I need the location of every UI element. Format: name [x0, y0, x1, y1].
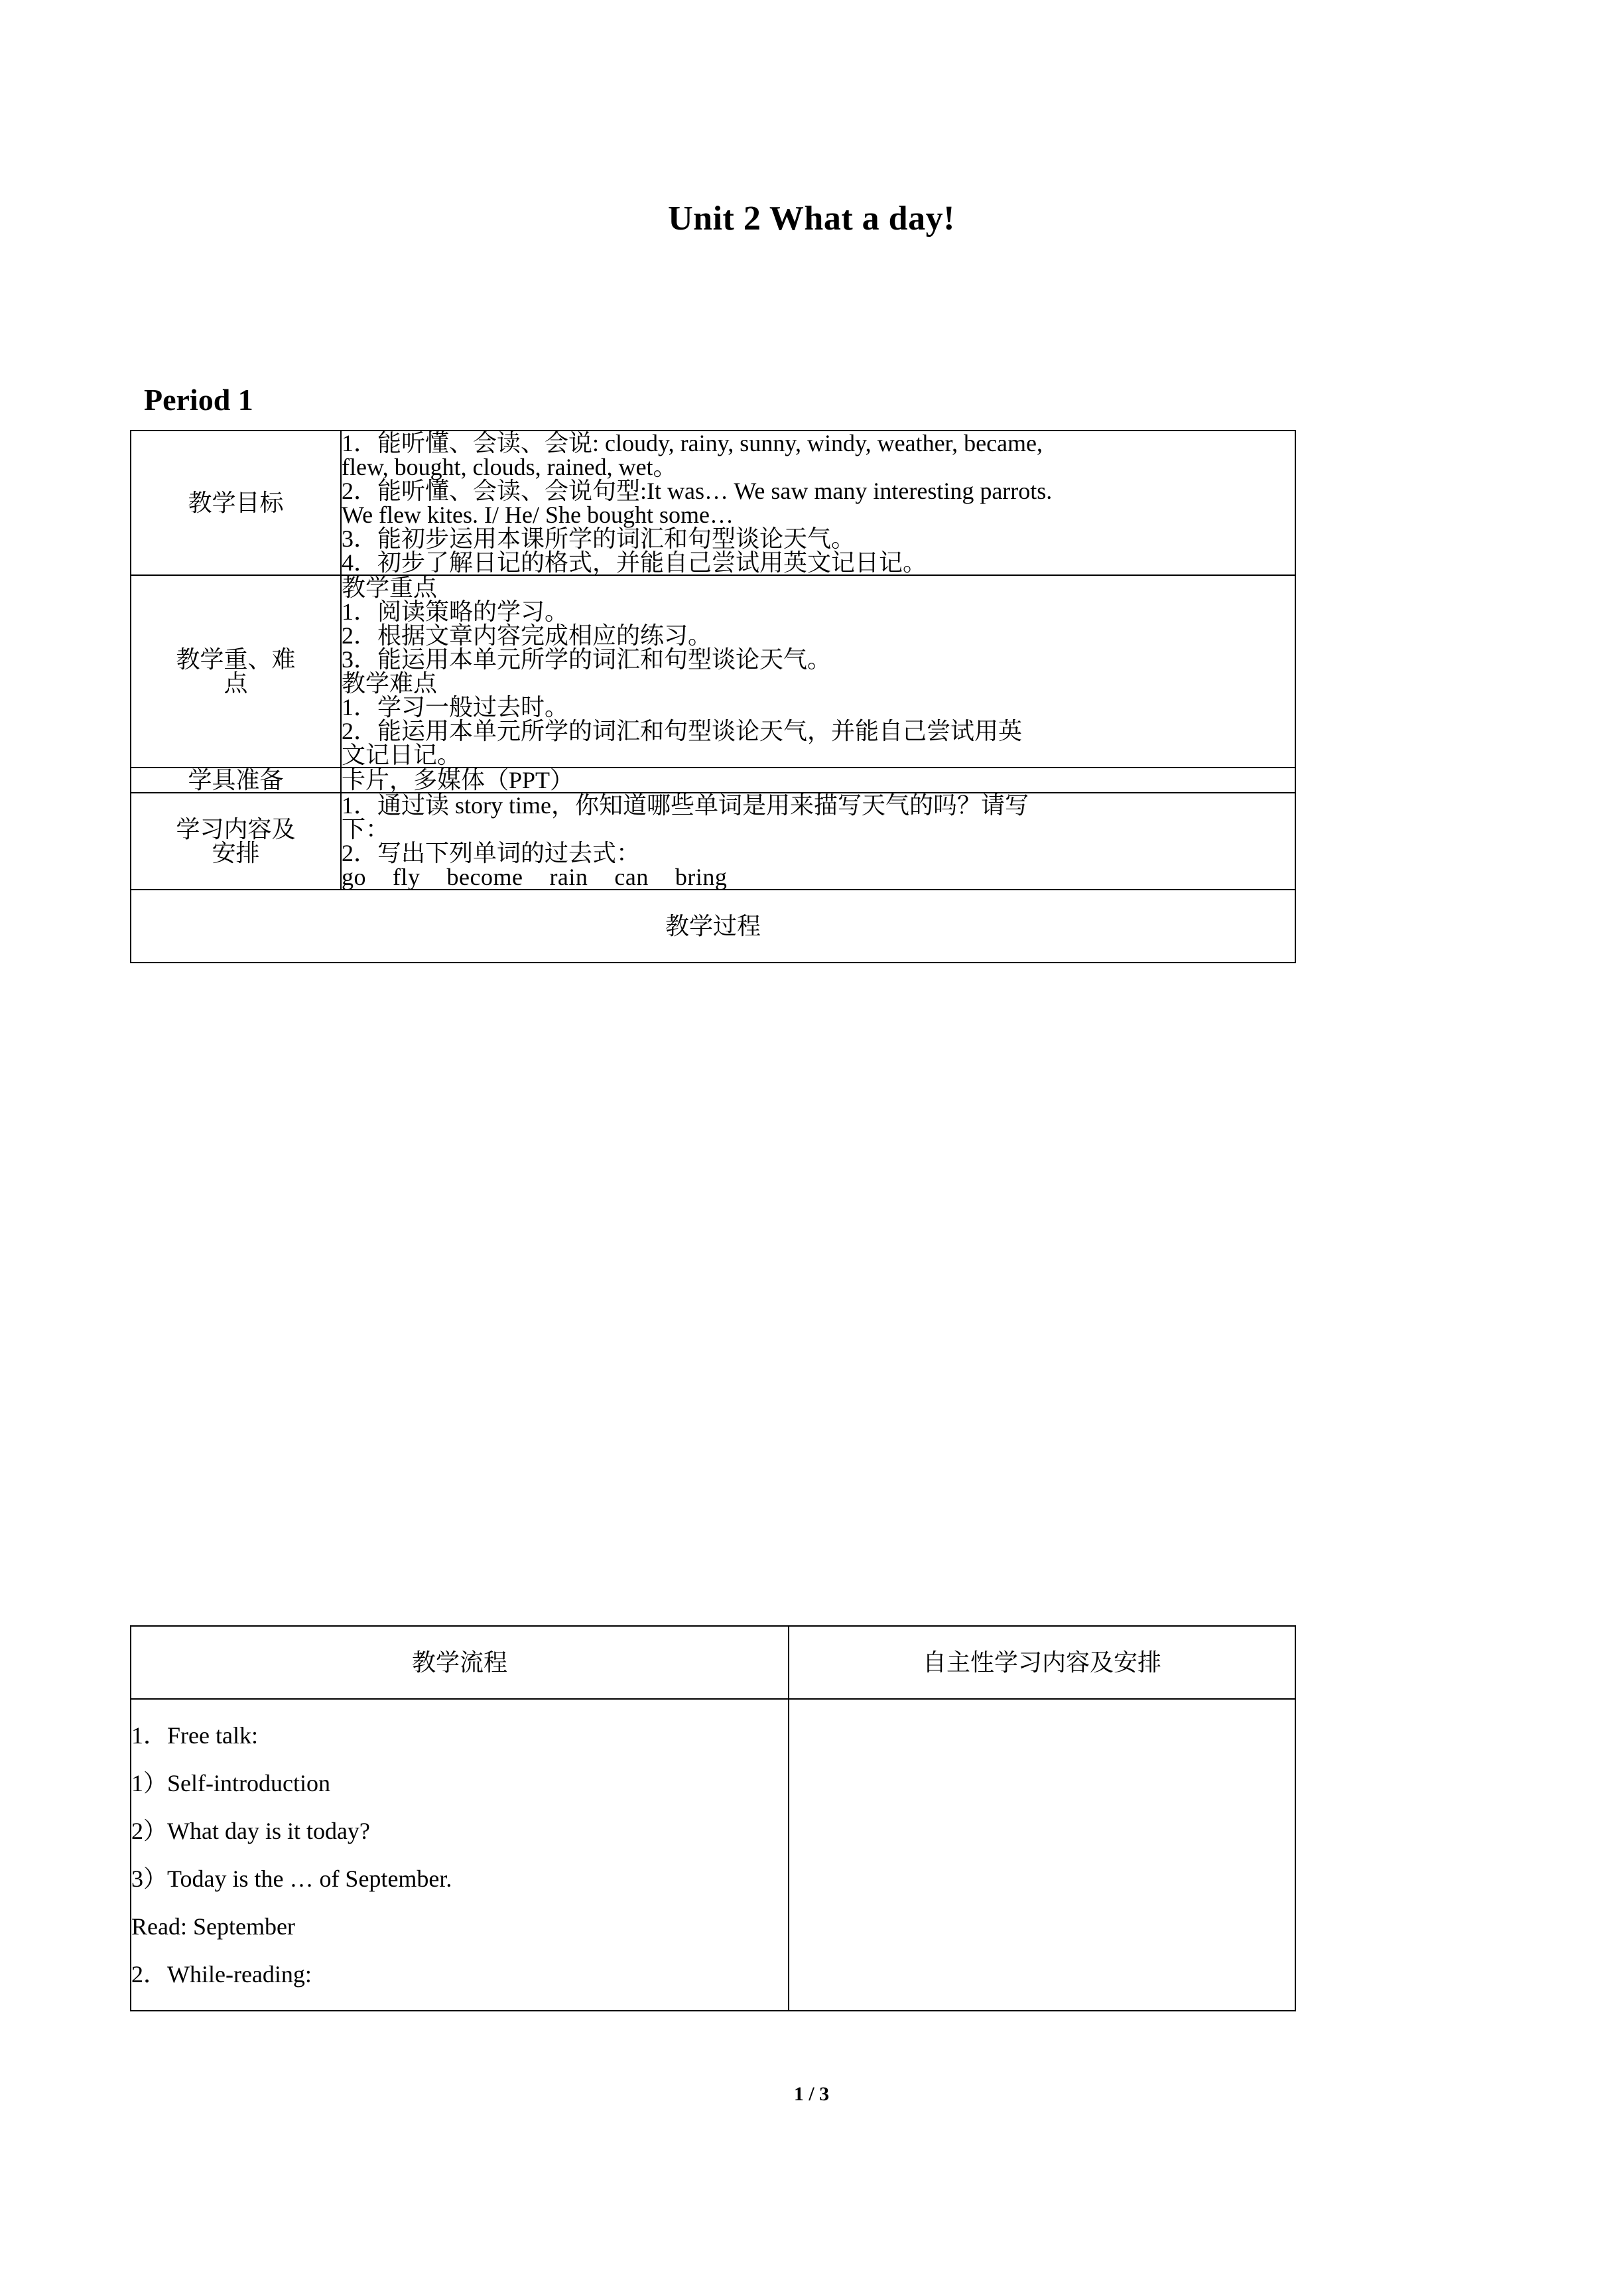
materials-value-text: 卡片，多媒体（PPT）	[342, 767, 574, 793]
lesson-plan-table	[130, 430, 1296, 963]
process-step-read: Read: September	[131, 1913, 295, 1940]
key-difficult-line-7: 2．能运用本单元所学的词汇和句型谈论天气，并能自己尝试用英	[342, 718, 1023, 744]
materials-label-text: 学具准备	[188, 767, 284, 793]
key-difficult-line-4: 3．能运用本单元所学的词汇和句型谈论天气。	[342, 646, 832, 673]
past-tense-word-list	[342, 865, 1295, 889]
process-body-left	[131, 1699, 789, 2011]
word-item-rain: rain	[549, 864, 588, 890]
process-step-1-1: 1）Self-introduction	[131, 1770, 330, 1796]
word-item-bring: bring	[675, 864, 728, 890]
process-banner-cell	[131, 890, 1295, 963]
process-step-2: 2．While-reading:	[131, 1961, 312, 1988]
objectives-line-3: 2．能听懂、会读、会说句型:It was… We saw many interesting parrots.	[342, 478, 1053, 504]
period-heading: Period 1	[144, 383, 253, 417]
objectives-line-6: 4．初步了解日记的格式，并能自己尝试用英文记日记。	[342, 549, 927, 576]
row-label-learning-content	[131, 793, 341, 890]
row-body-key-difficult	[341, 575, 1295, 768]
table-row-process-headers	[131, 1626, 1295, 1699]
row-label-key-difficult	[131, 575, 341, 768]
key-difficult-line-3: 2．根据文章内容完成相应的练习。	[342, 622, 712, 649]
learning-content-label-line2: 安排	[212, 840, 260, 866]
table-row-materials	[131, 768, 1295, 793]
teaching-process-table	[130, 1625, 1296, 2011]
process-step-1-3: 3）Today is the … of September.	[131, 1865, 452, 1892]
word-item-go: go	[342, 864, 366, 890]
row-label-objectives	[131, 431, 341, 575]
table-row-process-banner	[131, 890, 1295, 963]
key-difficult-line-1: 教学重点	[342, 574, 438, 601]
table-row-learning-content	[131, 793, 1295, 890]
objectives-label-text: 教学目标	[188, 490, 284, 516]
objectives-line-2: flew, bought, clouds, rained, wet。	[342, 454, 677, 480]
key-difficult-line-2: 1．阅读策略的学习。	[342, 598, 569, 625]
row-body-objectives	[341, 431, 1295, 575]
key-difficult-label-line1: 教学重、难	[176, 646, 296, 673]
process-step-1-2: 2）What day is it today?	[131, 1818, 370, 1844]
word-item-can: can	[614, 864, 649, 890]
process-header-left	[131, 1626, 789, 1699]
process-header-left-text: 教学流程	[411, 1649, 507, 1676]
table-row-objectives	[131, 431, 1295, 575]
process-header-right	[789, 1626, 1295, 1699]
key-difficult-line-5: 教学难点	[342, 670, 438, 697]
learning-content-line-2: 下：	[342, 816, 390, 843]
objectives-line-4: We flew kites. I/ He/ She bought some…	[342, 502, 734, 528]
page-title: Unit 2 What a day!	[668, 200, 955, 237]
row-body-materials	[341, 768, 1295, 793]
process-body-right	[789, 1699, 1295, 2011]
objectives-line-5: 3．能初步运用本课所学的词汇和句型谈论天气。	[342, 525, 856, 552]
key-difficult-line-8: 文记日记。	[342, 742, 462, 768]
row-body-learning-content	[341, 793, 1295, 890]
word-item-fly: fly	[393, 864, 421, 890]
process-banner-text: 教学过程	[665, 913, 761, 939]
learning-content-line-1: 1．通过读 story time，你知道哪些单词是用来描写天气的吗？请写	[342, 792, 1029, 819]
learning-content-line-3: 2．写出下列单词的过去式：	[342, 840, 641, 866]
process-header-right-text: 自主性学习内容及安排	[922, 1649, 1161, 1676]
row-label-materials	[131, 768, 341, 793]
key-difficult-label-line2: 点	[224, 670, 248, 697]
key-difficult-line-6: 1．学习一般过去时。	[342, 694, 569, 720]
table-row-process-body	[131, 1699, 1295, 2011]
page-number: 1 / 3	[793, 2083, 830, 2105]
table-row-key-difficult	[131, 575, 1295, 768]
objectives-line-1: 1．能听懂、会读、会说: cloudy, rainy, sunny, windy, weather, became,	[342, 430, 1043, 456]
word-item-become: become	[446, 864, 523, 890]
learning-content-label-line1: 学习内容及	[176, 816, 296, 843]
process-step-1: 1．Free talk:	[131, 1722, 258, 1749]
